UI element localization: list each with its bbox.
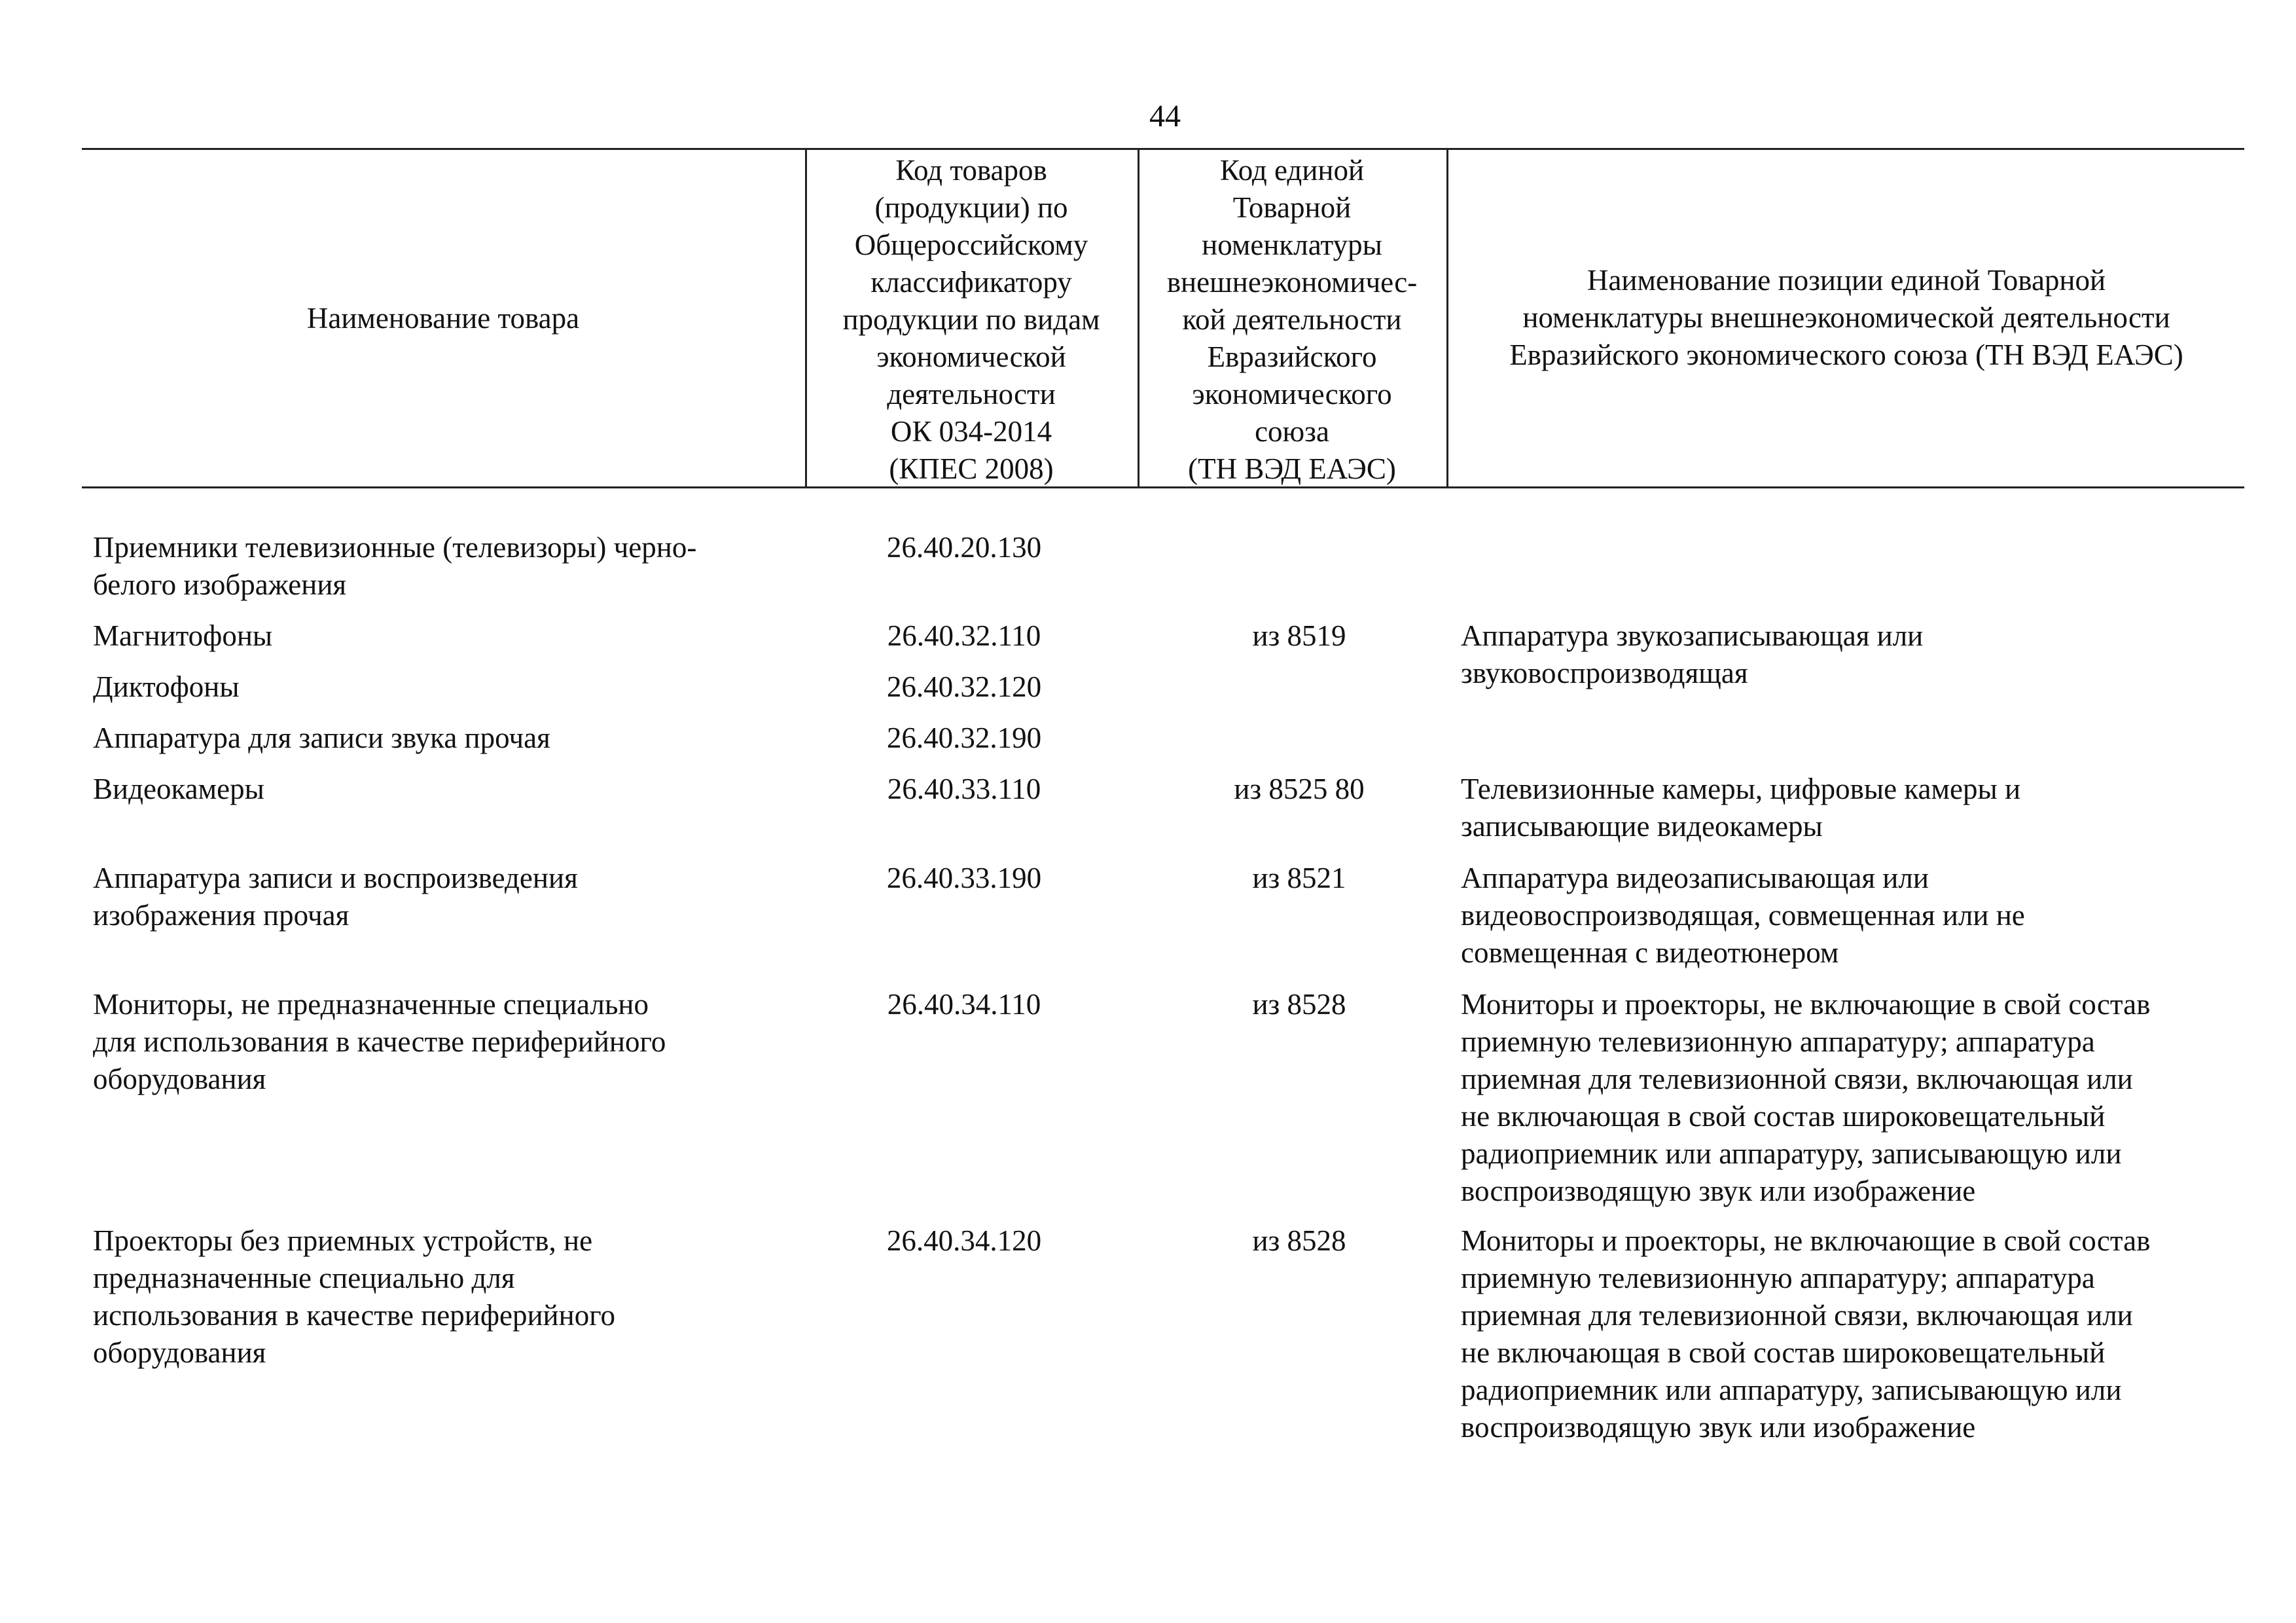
row-name: Аппаратура для записи звука прочая <box>93 721 550 754</box>
column-divider <box>805 150 807 486</box>
row-okpd-code: 26.40.32.120 <box>886 670 1042 703</box>
row-name: Аппаратура записи и воспроизведения изображения прочая <box>93 862 578 932</box>
row-tnved-code: из 8528 <box>1252 1224 1346 1257</box>
row-okpd-code: 26.40.34.120 <box>886 1224 1042 1257</box>
row-tnved-position: Мониторы и проекторы, не включающие в свой состав приемную телевизионную аппаратуру; аппаратура приемная для телевизионной связи, включающая или не включающая в свой состав широковещательный радиоприемник или аппаратуру, записывающую или воспроизводящую звук или изображение <box>1461 988 2151 1207</box>
row-okpd-code: 26.40.33.110 <box>887 773 1041 805</box>
column-divider <box>1138 150 1139 486</box>
header-tnved: Код единой Товарной номенклатуры внешнеэкономичес- кой деятельности Евразийского экономического союза (ТН ВЭД ЕАЭС) <box>1166 154 1418 485</box>
row-name: Видеокамеры <box>93 773 264 805</box>
header-position: Наименование позиции единой Товарной номенклатуры внешнеэкономической деятельности Евразийского экономического союза (ТН ВЭД ЕАЭС) <box>1509 264 2183 371</box>
row-okpd-code: 26.40.32.190 <box>886 721 1042 754</box>
row-name: Приемники телевизионные (телевизоры) черно- белого изображения <box>93 531 697 601</box>
row-okpd-code: 26.40.33.190 <box>886 862 1042 894</box>
row-okpd-code: 26.40.32.110 <box>887 619 1041 652</box>
row-name: Мониторы, не предназначенные специально для использования в качестве периферийного оборудования <box>93 988 666 1095</box>
row-tnved-position: Мониторы и проекторы, не включающие в свой состав приемную телевизионную аппаратуру; аппаратура приемная для телевизионной связи, включающая или не включающая в свой состав широковещательный радиоприемник или аппаратуру, записывающую или воспроизводящую звук или изображение <box>1461 1224 2151 1444</box>
column-divider <box>1446 150 1448 486</box>
page-number: 44 <box>1149 99 1181 134</box>
row-tnved-position: Аппаратура звукозаписывающая или звуковоспроизводящая <box>1461 619 1924 689</box>
row-name: Магнитофоны <box>93 619 273 652</box>
row-okpd-code: 26.40.34.110 <box>887 988 1041 1021</box>
row-tnved-code: из 8521 <box>1252 862 1346 894</box>
row-tnved-code: из 8525 80 <box>1234 773 1365 805</box>
row-tnved-position: Аппаратура видеозаписывающая или видеовоспроизводящая, совмещенная или не совмещенная с видеотюнером <box>1461 862 2025 969</box>
header-okpd: Код товаров (продукции) по Общероссийскому классификатору продукции по видам экономической деятельности ОК 034-2014 (КПЕС 2008) <box>842 154 1100 485</box>
row-tnved-code: из 8528 <box>1252 988 1346 1021</box>
row-name: Проекторы без приемных устройств, не предназначенные специально для использования в качестве периферийного оборудования <box>93 1224 616 1369</box>
row-name: Диктофоны <box>93 670 240 703</box>
table-top-rule <box>82 148 2244 150</box>
header-name: Наименование товара <box>306 302 580 335</box>
row-tnved-position: Телевизионные камеры, цифровые камеры и записывающие видеокамеры <box>1461 773 2021 843</box>
row-tnved-code: из 8519 <box>1252 619 1346 652</box>
row-okpd-code: 26.40.20.130 <box>886 531 1042 564</box>
